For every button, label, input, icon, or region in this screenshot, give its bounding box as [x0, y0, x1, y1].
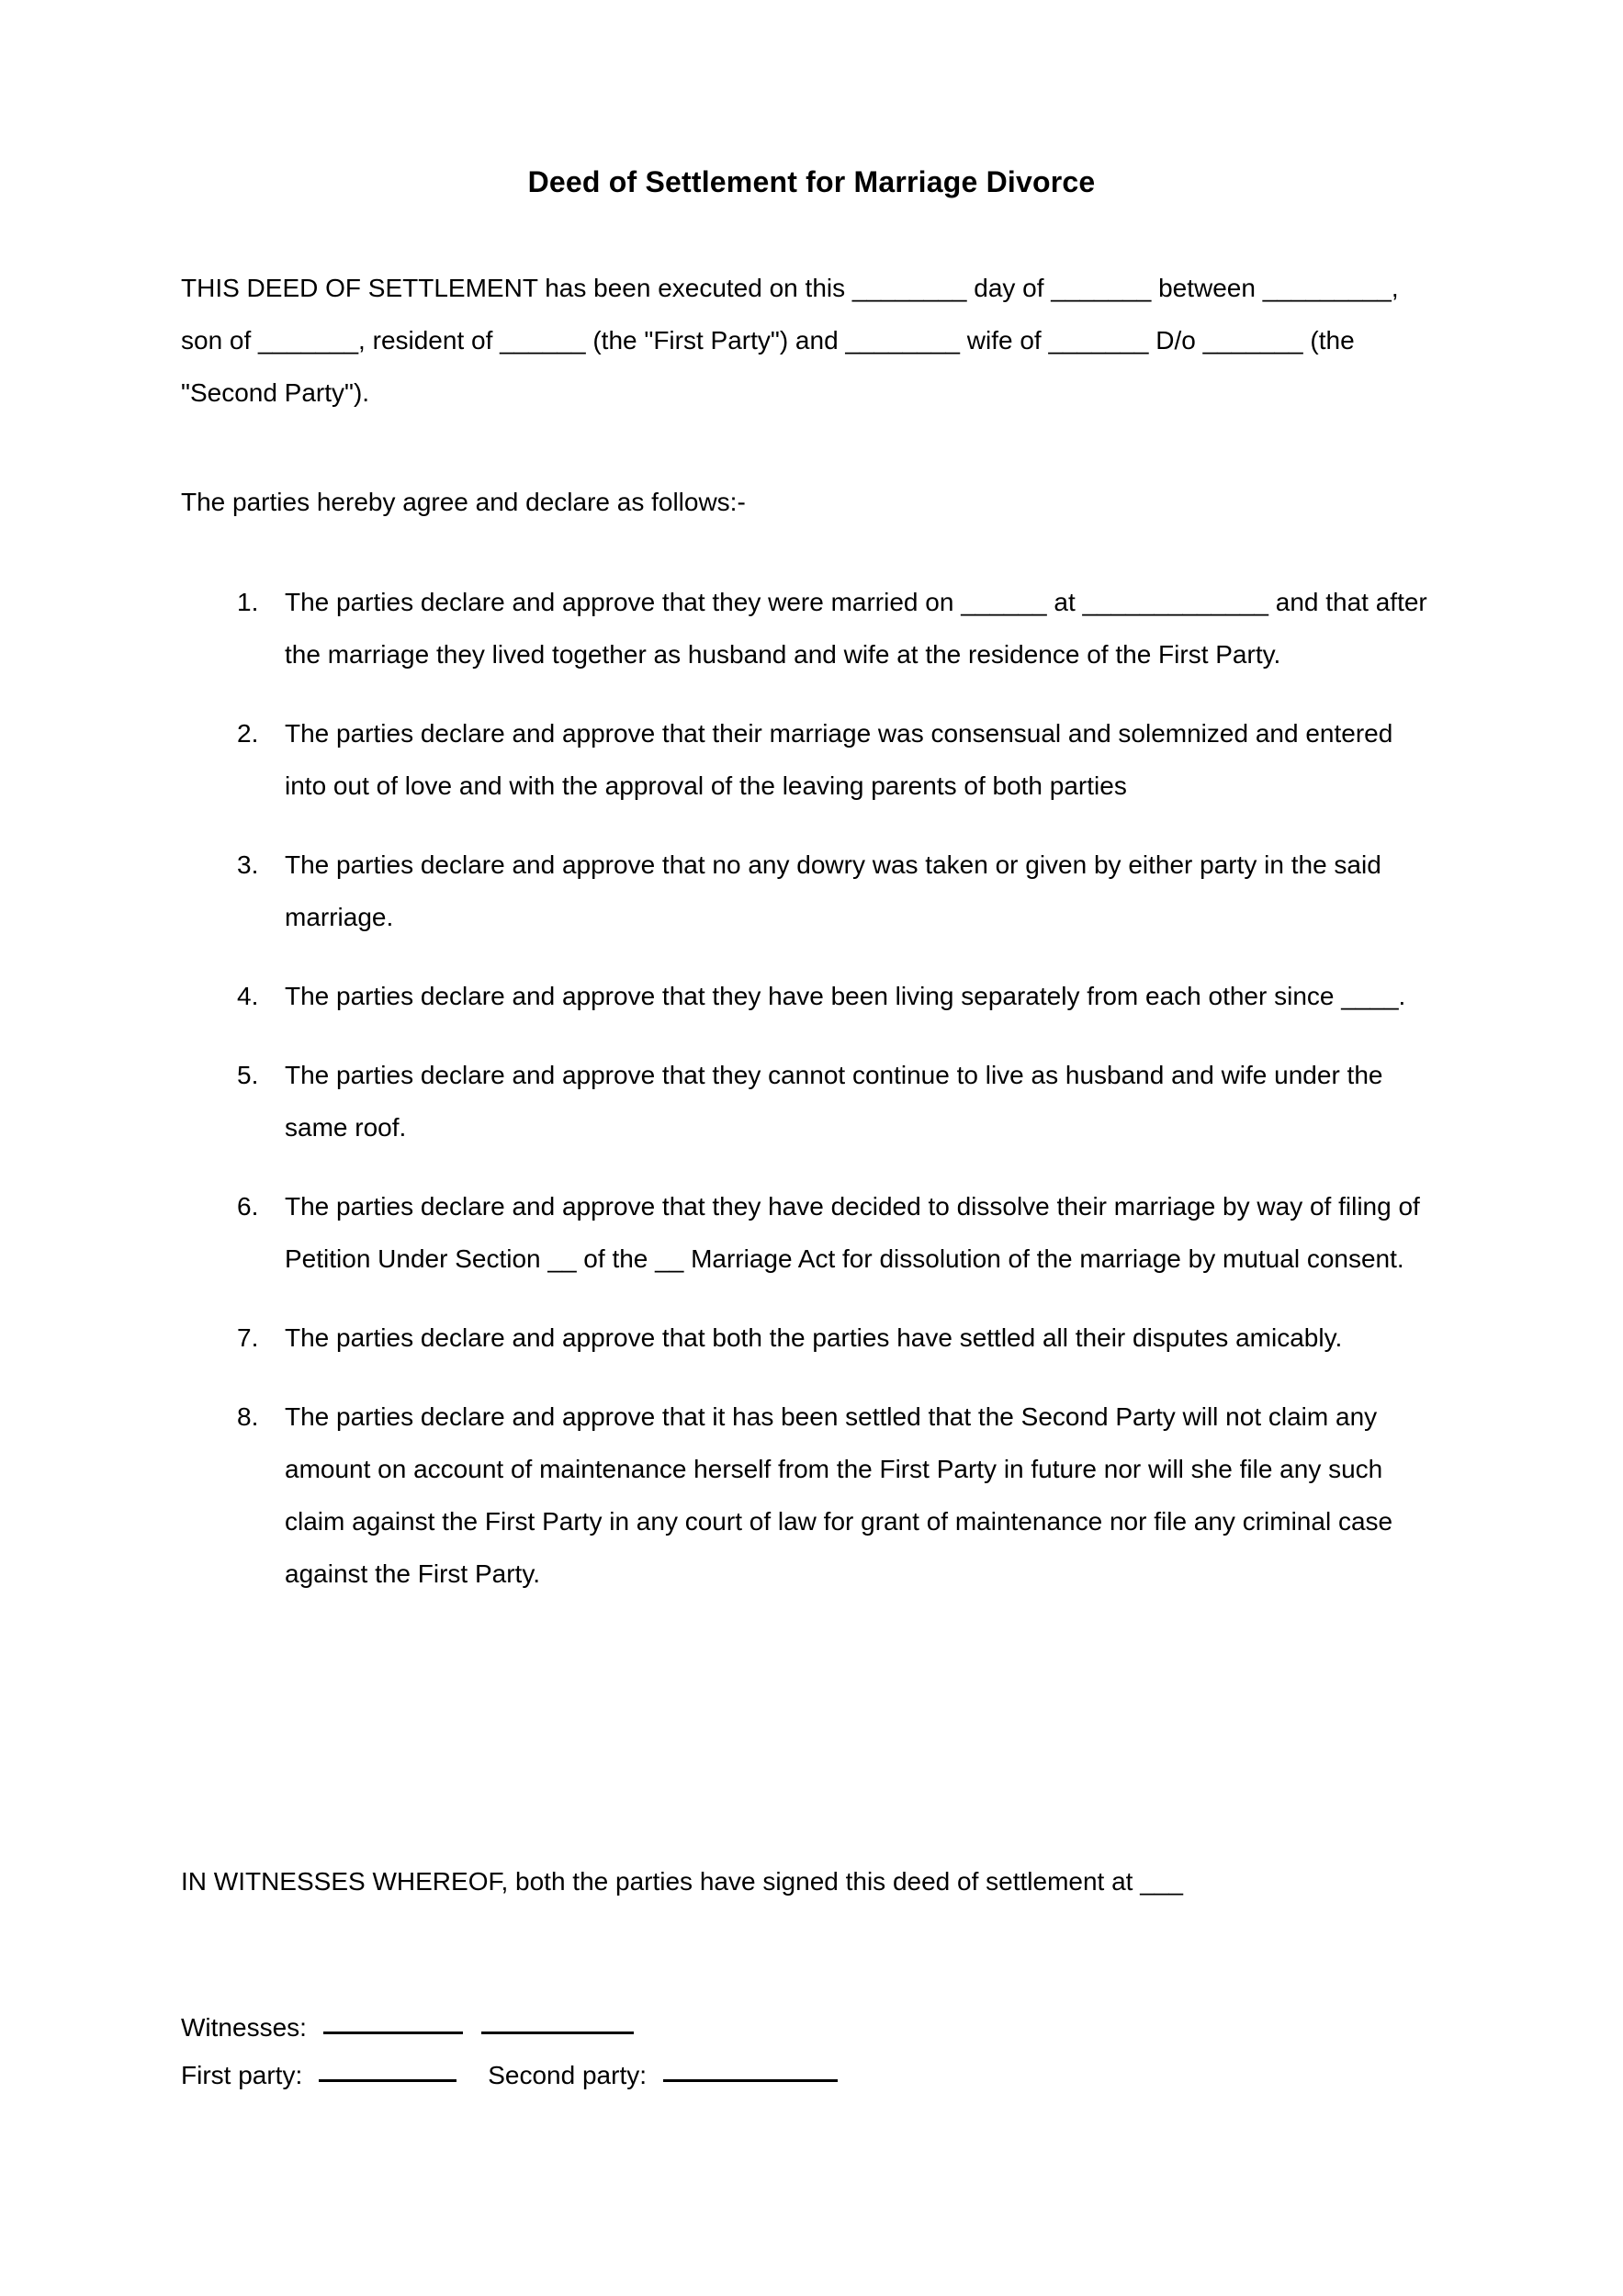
first-party-label: First party: — [181, 2061, 303, 2089]
clause-text: The parties declare and approve that their marriage was consensual and solemnized and entered into out of love and with the approval of the leaving parents of both parties — [285, 719, 1393, 800]
clause-text: The parties declare and approve that they cannot continue to live as husband and wife under the same roof. — [285, 1061, 1383, 1142]
witness-two-signature-line[interactable] — [481, 2032, 634, 2034]
clause-number: 2. — [237, 719, 259, 748]
witnesses-label: Witnesses: — [181, 2013, 307, 2042]
parties-row — [181, 2052, 1439, 2099]
clause-number: 5. — [237, 1061, 259, 1089]
list-item — [181, 838, 1439, 943]
list-item — [181, 1390, 1439, 1600]
agreement-lead-paragraph: The parties hereby agree and declare as follows:- — [181, 488, 746, 516]
witness-one-signature-line[interactable] — [323, 2032, 463, 2034]
clause-text: The parties declare and approve that they were married on ______ at _____________ and that after the marriage they lived together as husband and wife at the residence of the First Party. — [285, 588, 1427, 669]
clause-number: 4. — [237, 982, 259, 1010]
list-item — [181, 1049, 1439, 1154]
signature-block — [181, 2004, 1439, 2099]
clause-number: 8. — [237, 1402, 259, 1431]
list-item — [181, 970, 1439, 1022]
witness-clause-paragraph: IN WITNESSES WHEREOF, both the parties have signed this deed of settlement at ___ — [181, 1867, 1183, 1896]
clause-text: The parties declare and approve that no any dowry was taken or given by either party in the said marriage. — [285, 850, 1381, 931]
witnesses-row — [181, 2004, 1439, 2052]
clause-number: 7. — [237, 1323, 259, 1352]
clause-number: 6. — [237, 1192, 259, 1221]
clause-number: 1. — [237, 588, 259, 616]
intro-paragraph: THIS DEED OF SETTLEMENT has been executed on this ________ day of _______ between _________, son of _______, resident of ______ (the "First Party") and ________ wife of _______ D/o _______ (the "Second Party"). — [181, 274, 1399, 407]
list-item — [181, 1311, 1439, 1364]
clause-list — [181, 576, 1439, 1600]
clause-text: The parties declare and approve that they have decided to dissolve their marriage by way of filing of Petition Under Section __ of the __ Marriage Act for dissolution of the marriage by mutual consent. — [285, 1192, 1420, 1273]
list-item — [181, 576, 1439, 681]
first-party-signature-line[interactable] — [319, 2079, 456, 2082]
list-item — [181, 1180, 1439, 1285]
second-party-signature-line[interactable] — [663, 2079, 838, 2082]
second-party-label: Second party: — [488, 2061, 648, 2089]
page-title: Deed of Settlement for Marriage Divorce — [527, 165, 1096, 199]
clause-text: The parties declare and approve that they have been living separately from each other since ____. — [285, 982, 1406, 1010]
clause-text: The parties declare and approve that it has been settled that the Second Party will not claim any amount on account of maintenance herself from the First Party in future nor will she file any such claim against the First Party in any court of law for grant of maintenance nor file any criminal case against the First Party. — [285, 1402, 1393, 1588]
clause-number: 3. — [237, 850, 259, 879]
clause-text: The parties declare and approve that both the parties have settled all their disputes amicably. — [285, 1323, 1343, 1352]
list-item — [181, 707, 1439, 812]
